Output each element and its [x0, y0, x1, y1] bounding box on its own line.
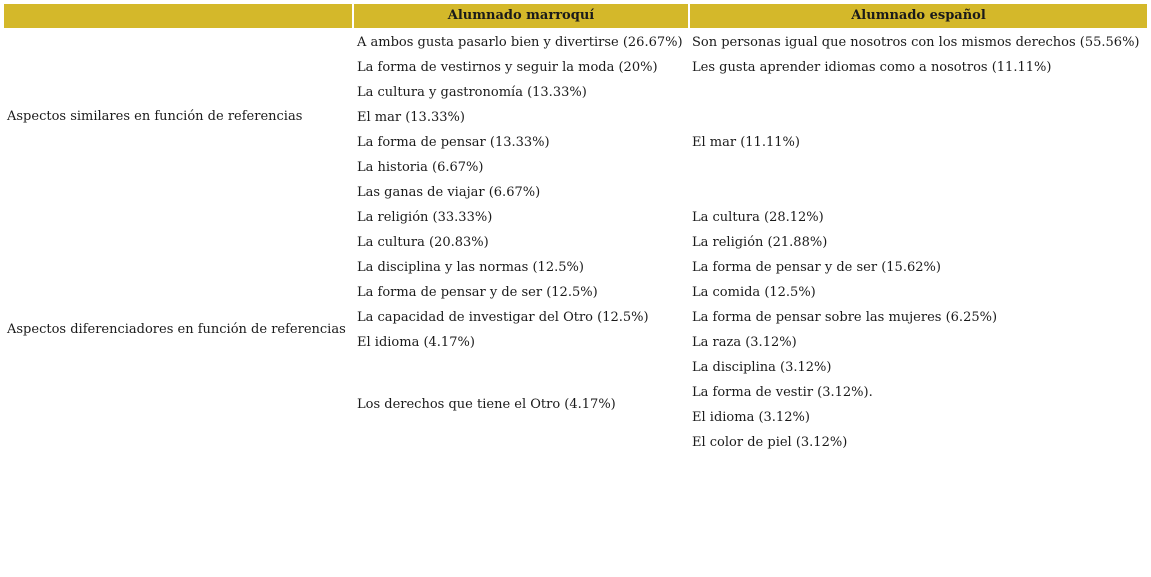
similar-marroqui-item: La forma de vestirnos y seguir la moda (20%) — [357, 60, 658, 75]
similar-marroqui-item: La forma de pensar (13.33%) — [357, 135, 550, 150]
similar-marroqui-item: El mar (13.33%) — [357, 110, 465, 125]
similar-marroqui-item: Las ganas de viajar (6.67%) — [357, 185, 541, 200]
different-marroqui-item: El idioma (4.17%) — [357, 335, 475, 350]
similar-espanol-item: El mar (11.11%) — [692, 135, 800, 150]
header-empty-cell — [4, 4, 352, 28]
different-espanol-item: El idioma (3.12%) — [692, 410, 810, 425]
different-marroqui-item: La cultura (20.83%) — [357, 235, 489, 250]
different-marroqui-item: La forma de pensar y de ser (12.5%) — [357, 285, 598, 300]
different-espanol-item: La comida (12.5%) — [692, 285, 816, 300]
similar-marroqui-item: La cultura y gastronomía (13.33%) — [357, 85, 587, 100]
different-espanol-item: La forma de vestir (3.12%). — [692, 385, 873, 400]
different-marroqui-item: La disciplina y las normas (12.5%) — [357, 260, 584, 275]
different-espanol-item: La forma de pensar y de ser (15.62%) — [692, 260, 941, 275]
different-marroqui-item: La religión (33.33%) — [357, 210, 493, 225]
similar-espanol-item: Les gusta aprender idiomas como a nosotros (11.11%) — [692, 60, 1052, 75]
different-espanol-item: El color de piel (3.12%) — [692, 435, 848, 450]
similar-marroqui-item: A ambos gusta pasarlo bien y divertirse (26.67%) — [357, 35, 683, 50]
different-espanol-item: La raza (3.12%) — [692, 335, 797, 350]
header-alumnado-marroqui: Alumnado marroquí — [354, 4, 688, 28]
similar-marroqui-item: La historia (6.67%) — [357, 160, 484, 175]
similar-espanol-item: Son personas igual que nosotros con los mismos derechos (55.56%) — [692, 35, 1140, 50]
category-different: Aspectos diferenciadores en función de referencias — [7, 322, 346, 337]
different-marroqui-item: Los derechos que tiene el Otro (4.17%) — [357, 397, 616, 412]
different-espanol-item: La cultura (28.12%) — [692, 210, 824, 225]
different-espanol-item: La disciplina (3.12%) — [692, 360, 832, 375]
different-espanol-item: La religión (21.88%) — [692, 235, 828, 250]
category-similar: Aspectos similares en función de referencias — [7, 109, 303, 124]
different-marroqui-item: La capacidad de investigar del Otro (12.5%) — [357, 310, 649, 325]
different-espanol-item: La forma de pensar sobre las mujeres (6.25%) — [692, 310, 998, 325]
header-alumnado-espanol: Alumnado español — [690, 4, 1147, 28]
